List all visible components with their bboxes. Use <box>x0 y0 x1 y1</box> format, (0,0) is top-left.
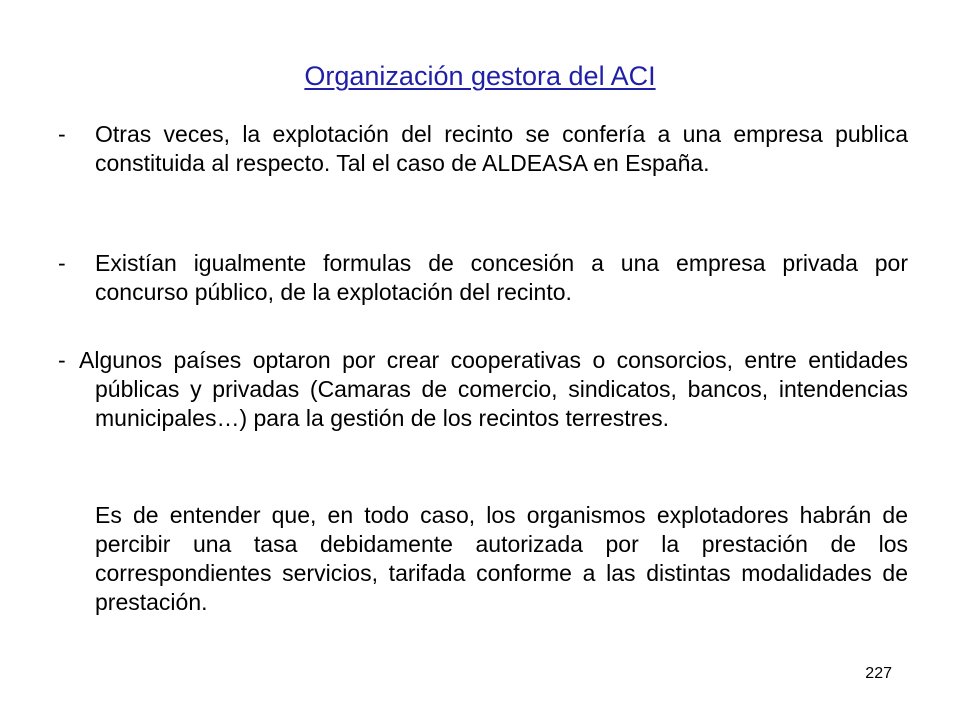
paragraph-text: Otras veces, la explotación del recinto se confería a una empresa publica constituida al respecto. Tal el caso de ALDEASA en España. <box>95 121 908 176</box>
closing-paragraph <box>58 501 908 617</box>
bullet-paragraph-1 <box>58 120 908 178</box>
page-number: 227 <box>865 665 892 682</box>
bullet-dash: - <box>58 250 66 276</box>
paragraph-text: Existían igualmente formulas de concesión a una empresa privada por concurso público, de la explotación del recinto. <box>95 250 908 305</box>
paragraph-text: Algunos países optaron por crear cooperativas o consorcios, entre entidades públicas y privadas (Camaras de comercio, sindicatos, bancos, intendencias municipales…) para la gestión de los recintos terrestres. <box>79 347 908 431</box>
slide-title: Organización gestora del ACI <box>304 61 656 91</box>
bullet-dash: - <box>58 347 66 373</box>
bullet-paragraph-2 <box>58 249 908 307</box>
paragraph-text: Es de entender que, en todo caso, los organismos explotadores habrán de percibir una tasa debidamente autorizada por la prestación de los correspondientes servicios, tarifada conforme a las distintas modalidades de prestación. <box>95 502 908 615</box>
bullet-paragraph-3 <box>58 346 908 433</box>
bullet-dash: - <box>58 121 66 147</box>
